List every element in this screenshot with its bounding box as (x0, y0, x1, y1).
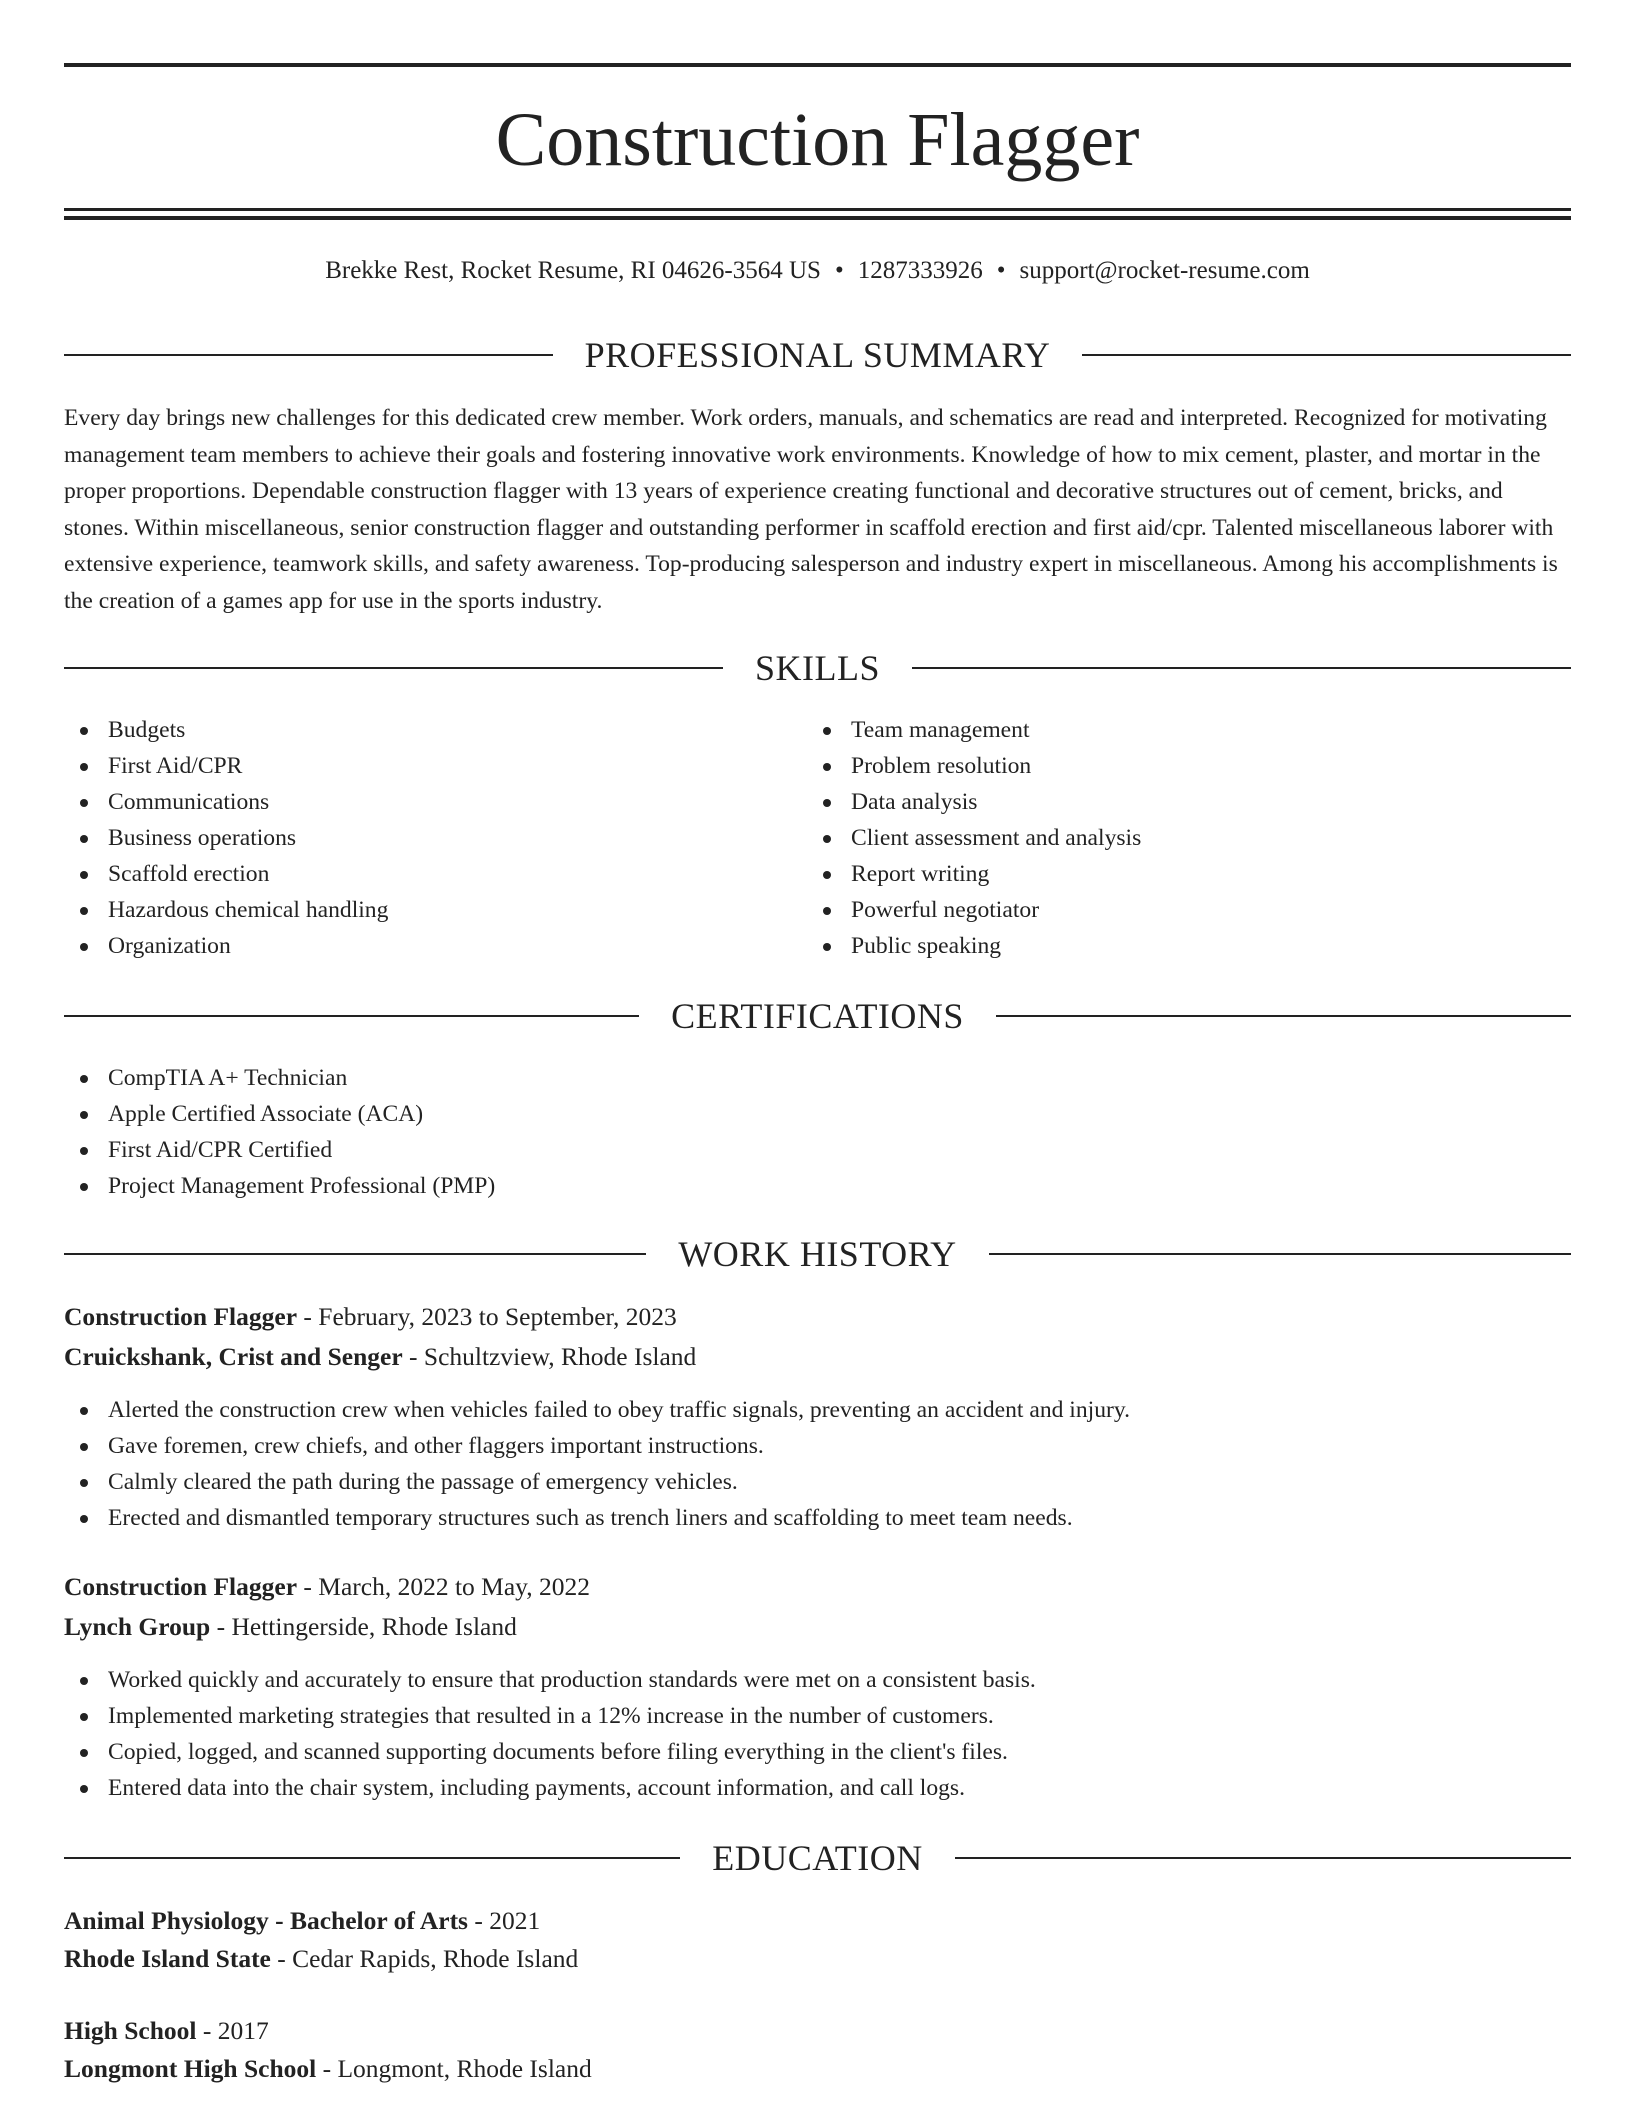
skills-list-left (64, 712, 764, 964)
education-school-line: Rhode Island State - Cedar Rapids, Rhode Island (64, 1944, 579, 1973)
education-school: Longmont High School (64, 2054, 317, 2083)
certification-item: CompTIA A+ Technician (64, 1060, 1064, 1096)
education-location: Longmont, Rhode Island (337, 2054, 592, 2083)
certification-item: Project Management Professional (PMP) (64, 1168, 1064, 1204)
section-heading-summary (64, 333, 1571, 377)
job-bullets (64, 1392, 1464, 1536)
certification-item: First Aid/CPR Certified (64, 1132, 1064, 1168)
job-title: Construction Flagger (64, 1572, 298, 1601)
job-bullet: Erected and dismantled temporary structures such as trench liners and scaffolding to meet team needs. (64, 1500, 1464, 1536)
education-year: 2017 (217, 2016, 269, 2045)
header-double-rule-lower (64, 216, 1571, 220)
header-double-rule-upper (64, 208, 1571, 211)
job-bullet: Entered data into the chair system, including payments, account information, and call logs. (64, 1770, 1464, 1806)
contact-email: support@rocket-resume.com (1019, 257, 1310, 284)
heading-rule-right (989, 1253, 1571, 1255)
section-title: CERTIFICATIONS (671, 996, 964, 1036)
skill-item: Organization (64, 928, 764, 964)
certification-item: Apple Certified Associate (ACA) (64, 1096, 1064, 1132)
skill-item: Data analysis (807, 784, 1547, 820)
job-dates: March, 2022 to May, 2022 (318, 1572, 590, 1601)
skill-item: Problem resolution (807, 748, 1547, 784)
job-bullet: Calmly cleared the path during the passage of emergency vehicles. (64, 1464, 1464, 1500)
skill-item: Scaffold erection (64, 856, 764, 892)
education-degree: High School (64, 2016, 197, 2045)
header-top-rule (64, 63, 1571, 67)
section-heading-skills (64, 646, 1571, 690)
contact-phone: 1287333926 (857, 257, 983, 284)
job-bullet: Copied, logged, and scanned supporting documents before filing everything in the client's files. (64, 1734, 1464, 1770)
summary-text: Every day brings new challenges for this dedicated crew member. Work orders, manuals, and schematics are read and interpreted. Recognized for motivating management team members to achieve their goals and fostering innovative work environments. Knowledge of how to mix cement, plaster, and mortar in the proper proportions. Dependable construction flagger with 13 years of experience creating functional and decorative structures out of cement, bricks, and stones. Within miscellaneous, senior construction flagger and outstanding performer in scaffold erection and first aid/cpr. Talented miscellaneous laborer with extensive experience, teamwork skills, and safety awareness. Top-producing salesperson and industry expert in miscellaneous. Among his accomplishments is the creation of a games app for use in the sports industry. (64, 405, 1558, 614)
education-school: Rhode Island State (64, 1944, 271, 1973)
contact-line (64, 254, 1571, 288)
section-title: SKILLS (755, 648, 881, 688)
heading-rule-left (64, 1857, 680, 1859)
job-location: Schultzview, Rhode Island (423, 1342, 697, 1371)
heading-rule-left (64, 1015, 639, 1017)
section-heading-work-history (64, 1232, 1571, 1276)
skill-item: Team management (807, 712, 1547, 748)
skill-item: Communications (64, 784, 764, 820)
job-dates: February, 2023 to September, 2023 (318, 1302, 677, 1331)
section-title: PROFESSIONAL SUMMARY (584, 335, 1051, 375)
skill-item: Client assessment and analysis (807, 820, 1547, 856)
contact-separator: • (834, 257, 844, 284)
job-bullet: Implemented marketing strategies that resulted in a 12% increase in the number of customers. (64, 1698, 1464, 1734)
job-company-line: Lynch Group - Hettingerside, Rhode Island (64, 1612, 517, 1641)
job-title-line: Construction Flagger - March, 2022 to May, 2022 (64, 1572, 590, 1601)
education-year: 2021 (489, 1906, 541, 1935)
skill-item: Report writing (807, 856, 1547, 892)
job-bullet: Gave foremen, crew chiefs, and other flaggers important instructions. (64, 1428, 1464, 1464)
contact-separator: • (996, 257, 1006, 284)
education-degree: Animal Physiology - Bachelor of Arts (64, 1906, 468, 1935)
job-bullet: Worked quickly and accurately to ensure that production standards were met on a consistent basis. (64, 1662, 1464, 1698)
job-title-line: Construction Flagger - February, 2023 to September, 2023 (64, 1302, 677, 1331)
candidate-name: Construction Flagger (495, 98, 1140, 182)
job-company: Cruickshank, Crist and Senger (64, 1342, 403, 1371)
job-company: Lynch Group (64, 1612, 211, 1641)
education-degree-line: High School - 2017 (64, 2016, 269, 2045)
job-location: Hettingerside, Rhode Island (231, 1612, 517, 1641)
skill-item: Hazardous chemical handling (64, 892, 764, 928)
contact-address: Brekke Rest, Rocket Resume, RI 04626-3564 US (325, 257, 821, 284)
heading-rule-right (912, 667, 1571, 669)
skill-item: First Aid/CPR (64, 748, 764, 784)
section-title: WORK HISTORY (678, 1234, 957, 1274)
education-school-line: Longmont High School - Longmont, Rhode Island (64, 2054, 592, 2083)
section-heading-education (64, 1836, 1571, 1880)
section-heading-certifications (64, 994, 1571, 1038)
heading-rule-left (64, 1253, 646, 1255)
heading-rule-right (996, 1015, 1571, 1017)
heading-rule-right (955, 1857, 1571, 1859)
job-bullets (64, 1662, 1464, 1806)
skill-item: Business operations (64, 820, 764, 856)
certifications-list (64, 1060, 1064, 1204)
section-title: EDUCATION (712, 1838, 923, 1878)
job-bullet: Alerted the construction crew when vehicles failed to obey traffic signals, preventing an accident and injury. (64, 1392, 1464, 1428)
heading-rule-left (64, 354, 553, 356)
education-location: Cedar Rapids, Rhode Island (292, 1944, 579, 1973)
skill-item: Public speaking (807, 928, 1547, 964)
skill-item: Powerful negotiator (807, 892, 1547, 928)
job-title: Construction Flagger (64, 1302, 298, 1331)
education-degree-line: Animal Physiology - Bachelor of Arts - 2021 (64, 1906, 541, 1935)
skill-item: Budgets (64, 712, 764, 748)
job-company-line: Cruickshank, Crist and Senger - Schultzview, Rhode Island (64, 1342, 697, 1371)
heading-rule-right (1082, 354, 1571, 356)
skills-list-right (807, 712, 1547, 964)
heading-rule-left (64, 667, 723, 669)
